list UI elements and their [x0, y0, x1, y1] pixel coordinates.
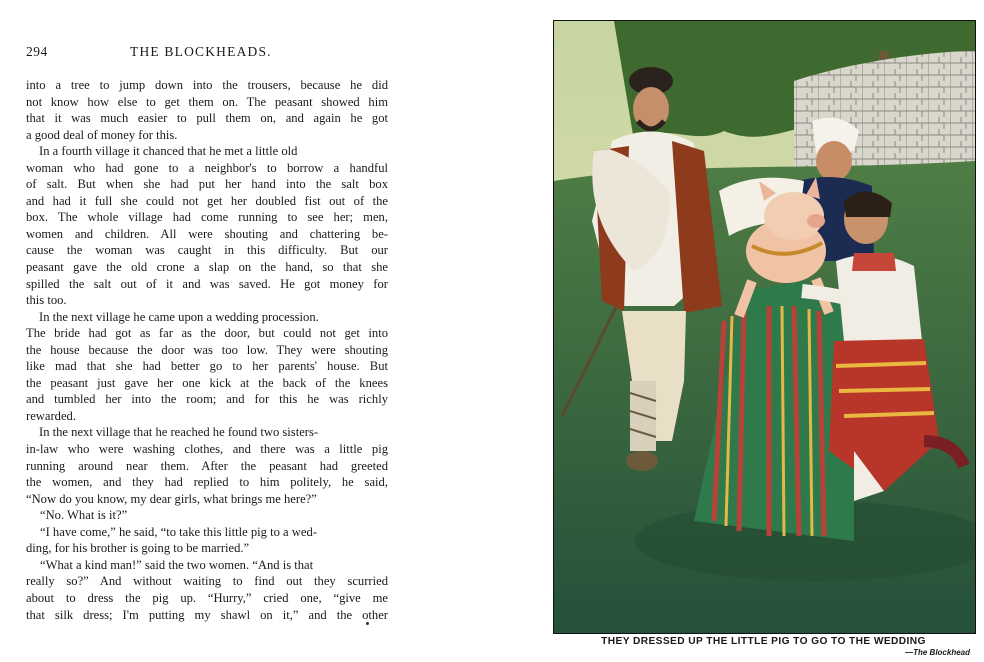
text-line: In the next village that he reached he found two sisters-: [39, 425, 319, 440]
text-line: In a fourth village it chanced that he met a little old: [39, 144, 298, 159]
text-line: box. The whole village had come running to see her; men,: [26, 210, 388, 225]
text-line: in-law who were washing clothes, and there was a little pig: [26, 442, 388, 457]
book-title: THE BLOCKHEADS.: [130, 44, 272, 59]
text-line: The bride had got as far as the door, but could not get into: [26, 326, 388, 341]
text-line: cause the woman was caught in this difficulty. But our: [26, 243, 388, 258]
text-line: and tumbled her into the room; and for this he was richly: [26, 392, 388, 407]
text-line: running around near them. After the peasant had greeted: [26, 458, 388, 473]
text-line: “What a kind man!” said the two women. “And is that: [40, 557, 314, 572]
plate-caption-source: —The Blockhead: [905, 648, 970, 657]
text-line: into a tree to jump down into the trousers, because he did: [26, 78, 388, 92]
text-line: “Now do you know, my dear girls, what brings me here?”: [26, 491, 317, 506]
ink-speck: [366, 622, 369, 625]
text-line: rewarded.: [26, 408, 76, 423]
text-line: ding, for his brother is going to be married.”: [26, 541, 250, 556]
text-line: “No. What is it?”: [40, 508, 128, 523]
text-line: that it was much easier to pull them on, and again he got: [26, 111, 388, 126]
text-line: peasant gave the old crone a slap on the hand, so that she: [26, 260, 388, 275]
text-line: women and children. All were shouting and chattering be-: [26, 226, 388, 241]
text-line: really so?” And without waiting to find out they scurried: [26, 574, 388, 589]
text-line: the women, and they had replied to him politely, he said,: [26, 475, 388, 490]
illustration-drawing: [554, 21, 975, 633]
text-line: the house because the door was too low. They were shouting: [26, 342, 388, 357]
text-line: this too.: [26, 293, 67, 308]
text-line: of salt. But when she had put her hand into the salt box: [26, 177, 388, 192]
page-number: 294: [26, 44, 48, 59]
text-line: like mad that she had better go to her parents' house. But: [26, 359, 388, 374]
text-line: that silk dress; I'm putting my shawl on it,” and the other: [26, 607, 388, 622]
color-plate-illustration: [553, 20, 976, 634]
body-text: [26, 77, 388, 623]
text-line: about to dress the pig up. “Hurry,” cried one, “give me: [26, 590, 388, 605]
text-line: In the next village he came upon a wedding procession.: [39, 309, 319, 324]
text-line: and had it full she could not get her doubled fist out of the: [26, 193, 388, 208]
text-line: not know how else to get them on. The peasant showed him: [26, 94, 388, 109]
running-head: [26, 44, 388, 62]
text-line: the peasant just gave her one kick at the back of the knees: [26, 375, 388, 390]
text-line: “I have come,” he said, “to take this little pig to a wed-: [40, 524, 317, 539]
text-line: a good deal of money for this.: [26, 127, 178, 142]
text-line: spilled the salt out of it and was saved. He got money for: [26, 276, 388, 291]
text-line: woman who had gone to a neighbor's to borrow a handful: [26, 160, 388, 175]
plate-caption: THEY DRESSED UP THE LITTLE PIG TO GO TO THE WEDDING: [601, 636, 926, 647]
